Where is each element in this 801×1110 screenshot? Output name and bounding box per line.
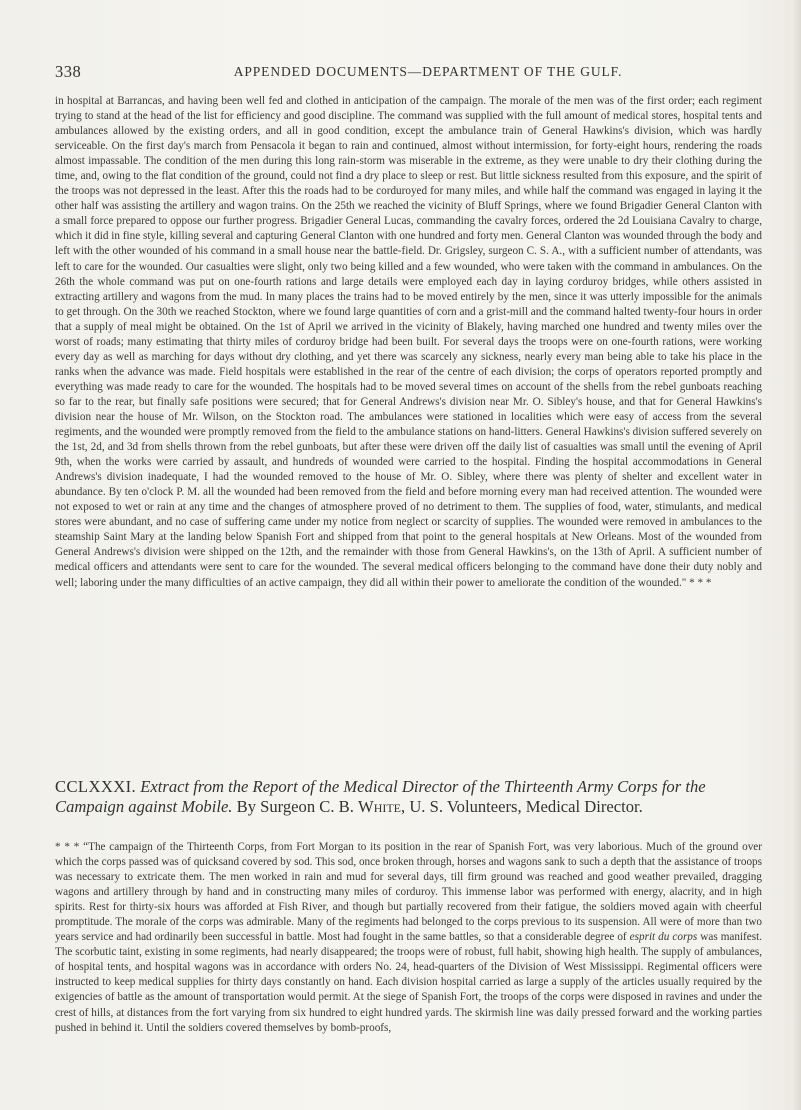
continued-paragraph [55,94,762,591]
section-by-prefix: By Surgeon C. B. [236,796,354,816]
section-heading [55,777,762,816]
section-text-part-1: * * * “The campaign of the Thirteenth Corps, from Fort Morgan to its position in the rear of Spanish Fort, was very laborious. Much of the ground over which the corps passed was of quicksand covered by sod. This sod, once broken through, horses and wagons sank to such a depth that the assistance of troops was necessary to extricate them. The men worked in rain and mud for several days, till firm ground was reached and good weather prevailed, dragging wagons and artillery through by hand and in constructing many miles of corduroy. This immense labor was performed with energy, alacrity, and in high spirits. Rest for thirty-six hours was afforded at Fish River, and though but partially recovered from their fatigue, the soldiers moved again with cheerful promptitude. The morale of the corps was admirable. Many of the regiments had belonged to the corps previous to its suspension. All were of more than two years service and had ordinarily been successful in battle. Most had fought in the same battles, so that a considerable degree of [55,841,762,944]
section-by-suffix: , U. S. Volunteers, Medical Director. [401,796,643,816]
section-body [55,840,762,1036]
section-text-part-2: was manifest. The scorbutic taint, existing in some regiments, had nearly disappeared; the troops were of robust, full habit, showing high health. The supply of ambulances, of hospital tents, and hospital wagons was in accordance with orders No. 24, head-quarters of the Division of West Mississippi. Regimental officers were instructed to keep medical supplies for thirty days constantly on hand. Each division hospital carried as large a supply of the articles usually required by the exigencies of battle as the amount of transportation would permit. At the siege of Spanish Fort, the troops of the corps were disposed in ravines and under the crest of hills, at distances from the fort varying from six hundred to eight hundred yards. The skirmish line was daily pressed forward and the working parties pushed in behind it. Until the soldiers covered themselves by bomb-proofs, [55,931,763,1034]
page-edge-shadow [791,0,801,1110]
page-number: 338 [55,62,82,81]
section-author-name: White [358,796,402,816]
section-text-italic: esprit du corps [629,931,698,944]
page-header [55,62,761,86]
section-number: CCLXXXI. [55,777,137,796]
running-head: APPENDED DOCUMENTS—DEPARTMENT OF THE GULF. [233,64,623,79]
section-title: Extract from the Report of the Medical Director of the Thirteenth Army Corps for the Campaign against Mobile. [55,777,706,816]
paragraph-text: in hospital at Barrancas, and having been well fed and clothed in anticipation of the campaign. The morale of the men was of the first order; each regiment trying to stand at the head of the list for efficiency and good discipline. The command was supplied with the full amount of medical stores, hospital tents and ambulances allowed by the existing orders, and all in good condition, except the ambulance train of General Hawkins's division, which was hardly serviceable. On the first day's march from Pensacola it began to rain and continued, almost without intermission, for forty-eight hours, rendering the roads almost impassable. The condition of the men during this long rain-storm was miserable in the extreme, as they were unable to dry their clothing during the time, and, owing to the flat condition of the ground, could not find a dry place to sleep or rest. But little sickness resulted from this exposure, and the spirit of the troops was not depressed in the least. After this the roads had to be corduroyed for many miles, and while half the command was engaged in laying it the other half was assisting the artillery and wagon trains. On the 25th we reached the vicinity of Bluff Springs, where we found Brigadier General Clanton with a small force prepared to oppose our further progress. Brigadier General Lucas, commanding the cavalry forces, ordered the 2d Louisiana Cavalry to charge, which it did in fine style, killing several and capturing General Clanton with one hundred and forty men. General Clanton was wounded through the body and left with the other wounded of his command in a small house near the battle-field. Dr. Grigsley, surgeon C. S. A., with a sufficient number of attendants, was left to care for the wounded. Our casualties were slight, only two being killed and a few wounded, who were taken with the command in ambulances. On the 26th the whole command was put on one-fourth rations and large details were employed each day in laying corduroy bridges, while others assisted in extracting artillery and wagons from the mud. In many places the trains had to be moved entirely by the men, since it was utterly impossible for the animals to get through. On the 30th we reached Stockton, where we found large quantities of corn and a grist-mill and the command halted twenty-four hours in order that a supply of meal might be obtained. On the 1st of April we arrived in the vicinity of Blakely, having marched one hundred and twenty miles over the worst of roads; many estimating that thirty miles of corduroy bridge had been built. For several days the troops were on one-fourth rations, were working every day as well as marching for days without dry clothing, and yet there was scarcely any sickness, nearly every man being able to take his place in the ranks when the advance was made. Field hospitals were established in the rear of the centre of each division; the corps of operators reported promptly and everything was made ready to care for the wounded. The hospitals had to be moved several times on account of the shells from the rebel gunboats reaching so far to the rear, but finally safe positions were secured; that for General Andrews's division near Mr. O. Sibley's house, and that for General Hawkins's division near the house of Mr. Wilson, on the Stockton road. The ambulances were stationed in localities which were easy of access from the several regiments, and the wounded were promptly removed from the field to the ambulance stations on hand-litters. General Hawkins's division suffered severely on the 1st, 2d, and 3d from shells thrown from the rebel gunboats, but after these were driven off the daily list of casualties was small until the evening of April 9th, when the works were carried by assault, and hundreds of wounded were carried to the hospital. Finding the hospital accommodations in General Andrews's division inadequate, I had the wounded removed to the house of Mr. O. Sibley, where there was plenty of shelter and excellent water in abundance. By ten o'clock P. M. all the wounded had been removed from the field and before morning every man had received attention. The wounded were not exposed to wet or rain at any time and the changes of atmosphere proved of no detriment to them. The supplies of food, water, stimulants, and medical stores were abundant, and no case of suffering came under my notice from neglect or scarcity of supplies. The wounded were removed in ambulances to the steamship Saint Mary at the landing below Spanish Fort and shipped from that point to the general hospitals at New Orleans. Most of the wounded from General Andrews's division were shipped on the 12th, and the remainder with those from General Hawkins's, on the 13th of April. A sufficient number of medical officers and attendants were sent to care for the wounded. The several medical officers belonging to the command have done their duty nobly and well; laboring under the many difficulties of an active campaign, they did all within their power to ameliorate the condition of the wounded." * * * [55,95,762,589]
section-paragraph [55,840,762,1036]
